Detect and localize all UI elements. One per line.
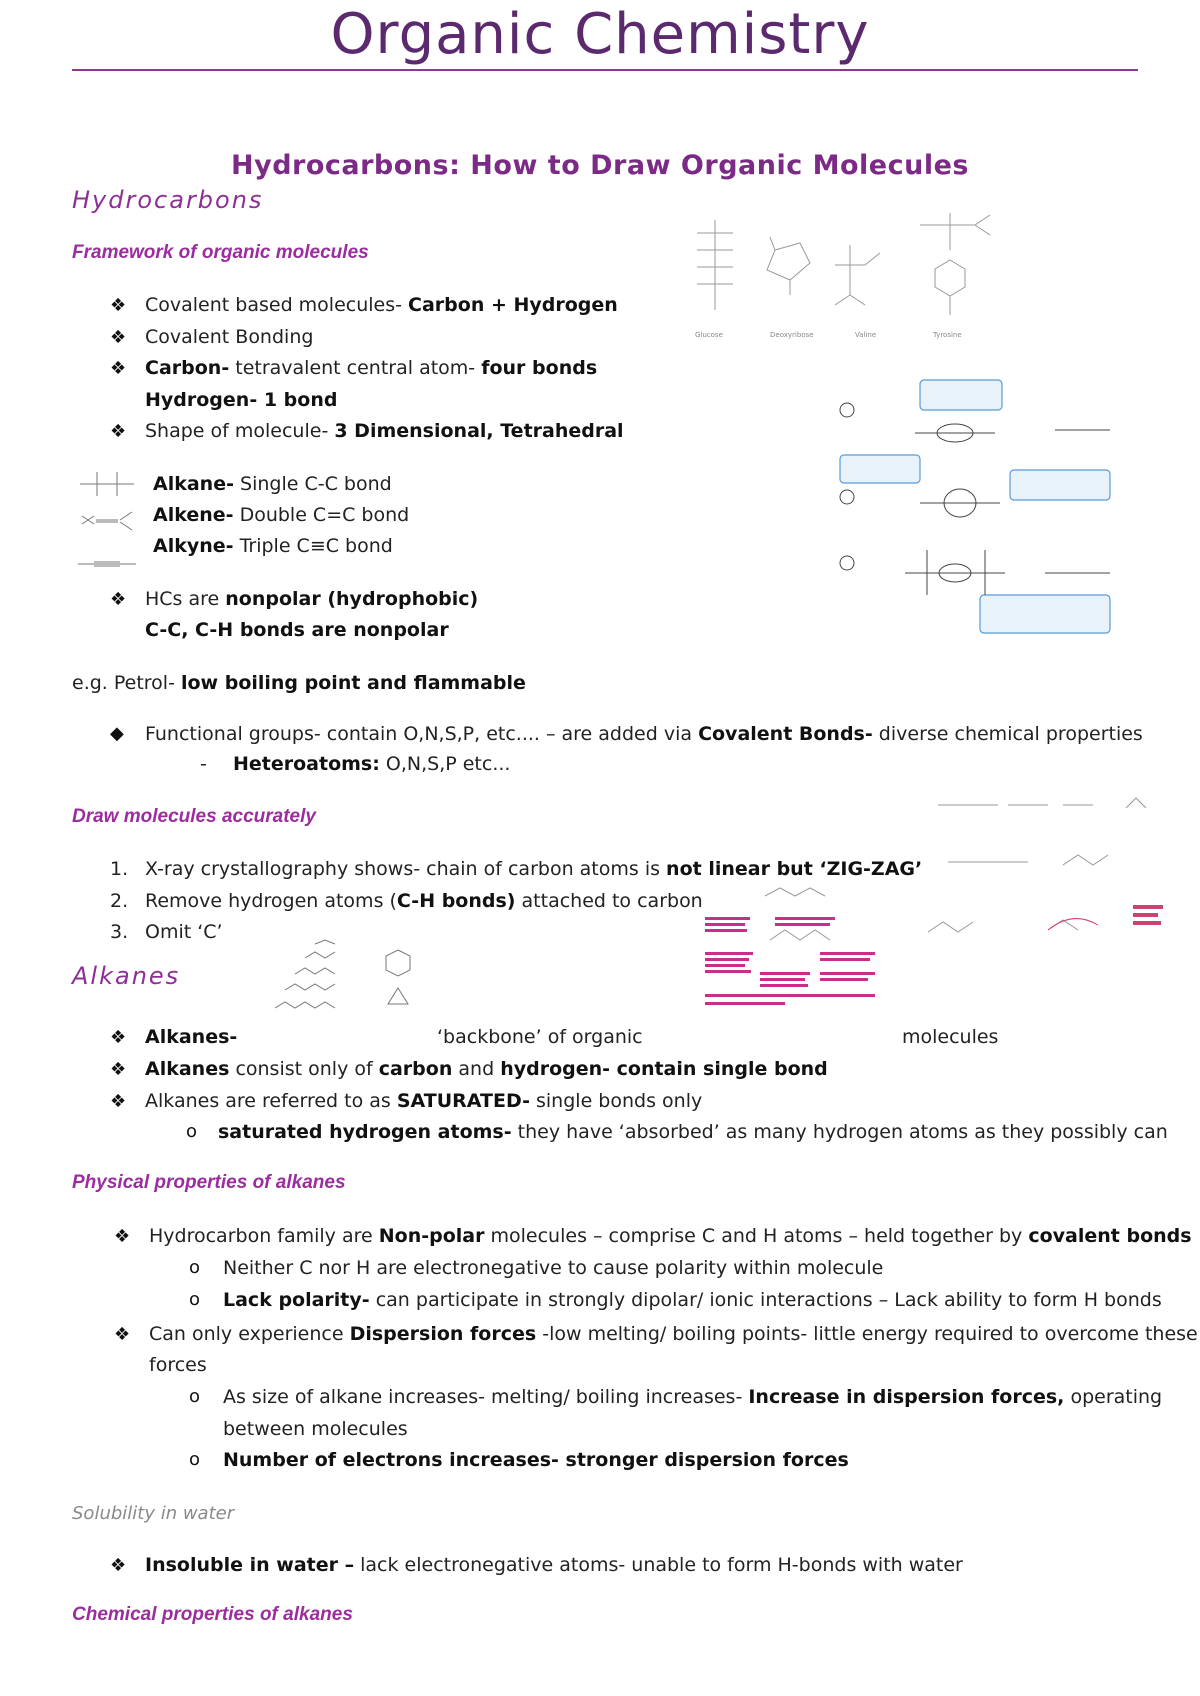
bullet-diamond: ❖: [114, 1324, 131, 1345]
bullet-diamond: ❖: [110, 1555, 127, 1576]
bold-text: Non-polar: [378, 1225, 485, 1247]
text: Hydrocarbon family are: [149, 1225, 379, 1247]
alkanes-consist: [145, 1058, 828, 1080]
bold-text: C-H bonds): [396, 890, 516, 912]
bullet-diamond: ❖: [110, 1059, 127, 1080]
text: lack electronegative atoms- unable to form H-bonds with water: [354, 1554, 963, 1576]
bullet-circle: o: [189, 1289, 201, 1310]
bold-text: low boiling point and flammable: [180, 672, 526, 694]
text: Alkanes are referred to as: [145, 1090, 397, 1112]
text: diverse chemical properties: [872, 723, 1143, 745]
text: HCs are: [145, 588, 226, 610]
text: Triple C≡C bond: [233, 535, 393, 557]
text: Shape of molecule-: [145, 420, 335, 442]
title-divider: [72, 69, 1138, 71]
bullet-circle: o: [189, 1386, 201, 1407]
bold-text: covalent bonds: [1028, 1225, 1192, 1247]
text: single bonds only: [529, 1090, 703, 1112]
hydrogen-one-bond: [145, 389, 337, 411]
bold-text: saturated hydrogen atoms-: [218, 1121, 512, 1143]
bold-text: not linear but ‘ZIG-ZAG’: [666, 858, 923, 880]
bullet-shape-of-molecule: [145, 420, 624, 442]
bullet-circle: o: [189, 1449, 201, 1470]
bullet-carbon-tetravalent: [145, 357, 597, 379]
bullet-diamond: ❖: [110, 327, 127, 348]
list-number-1: 1.: [110, 858, 129, 880]
hetero-dash: -: [200, 753, 207, 775]
document-title: Organic Chemistry: [330, 2, 870, 67]
bold-text: SATURATED-: [396, 1090, 530, 1112]
label-valine: Valine: [855, 331, 877, 339]
text: -low melting/ boiling points- little energy required to overcome these: [536, 1323, 1198, 1345]
saturated-hydrogen-atoms: [218, 1121, 1168, 1143]
bold-text: Number of electrons increases- stronger dispersion forces: [223, 1449, 849, 1471]
text: Can only experience: [149, 1323, 350, 1345]
bullet-covalent-bonding: Covalent Bonding: [145, 326, 314, 348]
framework-heading: Framework of organic molecules: [72, 242, 369, 263]
alkanes-backbone-mid: ‘backbone’ of organic: [437, 1026, 643, 1048]
bold-text: Carbon + Hydrogen: [408, 294, 618, 316]
text: Single C-C bond: [233, 473, 392, 495]
zigzag-alkanes-figure: [270, 938, 430, 1018]
text: they have ‘absorbed’ as many hydrogen atoms as they possibly can: [511, 1121, 1168, 1143]
physical-nonpolar: [149, 1225, 1192, 1247]
text: Functional groups- contain O,N,S,P, etc.... – are added via: [145, 723, 699, 745]
alkanes-backbone-bold: [145, 1026, 237, 1048]
bold-text: Lack polarity-: [223, 1289, 370, 1311]
bullet-functional-groups: [145, 723, 1143, 745]
bullet-diamond: ❖: [110, 1091, 127, 1112]
bold-text: Alkene-: [153, 504, 234, 526]
list-number-2: 2.: [110, 890, 129, 912]
physical-size-increase-line2: between molecules: [223, 1418, 408, 1440]
physical-lack-polarity: [223, 1289, 1162, 1311]
bold-text: Covalent Bonds-: [698, 723, 873, 745]
bold-text: Alkane-: [153, 473, 234, 495]
bullet-diamond: ❖: [110, 358, 127, 379]
small-structures-figure: [72, 462, 142, 572]
draw-heading: Draw molecules accurately: [72, 806, 316, 827]
draw-step-1: [145, 858, 922, 880]
alkanes-saturated: [145, 1090, 702, 1112]
text: tetravalent central atom-: [229, 357, 482, 379]
alkanes-heading: Alkanes: [72, 962, 181, 990]
alkane-line: [153, 473, 392, 495]
bold-text: Hydrogen- 1 bond: [145, 389, 338, 411]
alkanes-backbone-end: molecules: [902, 1026, 999, 1048]
physical-dispersion: [149, 1323, 1198, 1345]
physical-heading: Physical properties of alkanes: [72, 1172, 346, 1193]
text: As size of alkane increases- melting/ boiling increases-: [223, 1386, 749, 1408]
text: can participate in strongly dipolar/ ionic interactions – Lack ability to form H bonds: [369, 1289, 1162, 1311]
bullet-circle: o: [186, 1121, 198, 1142]
chemical-heading: Chemical properties of alkanes: [72, 1604, 353, 1625]
bullet-diamond: ❖: [110, 295, 127, 316]
text: O,N,S,P etc...: [379, 753, 511, 775]
alkyne-line: [153, 535, 393, 557]
physical-neither-electronegative: Neither C nor H are electronegative to cause polarity within molecule: [223, 1257, 884, 1279]
bold-text: Alkyne-: [153, 535, 234, 557]
label-deoxyribose: Deoxyribose: [770, 331, 814, 339]
physical-size-increase: [223, 1386, 1162, 1408]
bullet-diamond: ❖: [110, 589, 127, 610]
bold-text: Carbon-: [145, 357, 230, 379]
example-petrol: [72, 672, 526, 694]
bullet-nonpolar: [145, 588, 478, 610]
bullet-diamond: ❖: [110, 1027, 127, 1048]
orbital-diagram-figure: [835, 375, 1120, 640]
physical-number-electrons: [223, 1449, 849, 1471]
text: consist only of: [229, 1058, 379, 1080]
example-annotated-figure: [700, 882, 885, 1017]
heteroatoms-line: [233, 753, 510, 775]
bold-text: nonpolar (hydrophobic): [225, 588, 479, 610]
section-heading: Hydrocarbons: How to Draw Organic Molecules: [231, 150, 969, 181]
bold-text: Increase in dispersion forces,: [748, 1386, 1065, 1408]
draw-step-3: Omit ‘C’: [145, 921, 223, 943]
bold-text: carbon: [378, 1058, 453, 1080]
label-tyrosine: Tyrosine: [933, 331, 962, 339]
bold-text: C-C, C-H bonds are nonpolar: [145, 619, 449, 641]
bold-text: Alkanes-: [145, 1026, 238, 1048]
solubility-insoluble: [145, 1554, 963, 1576]
hydrocarbons-heading: Hydrocarbons: [72, 186, 264, 214]
bold-text: four bonds: [481, 357, 598, 379]
bold-text: hydrogen- contain single bond: [500, 1058, 828, 1080]
bullet-filled-diamond: ◆: [110, 723, 124, 744]
text: Remove hydrogen atoms (: [145, 890, 397, 912]
list-number-3: 3.: [110, 921, 129, 943]
bold-text: Alkanes: [145, 1058, 230, 1080]
text: operating: [1064, 1386, 1163, 1408]
bullet-circle: o: [189, 1257, 201, 1278]
physical-dispersion-line2: forces: [149, 1354, 207, 1376]
draw-step-2: [145, 890, 703, 912]
cc-ch-nonpolar: [145, 619, 449, 641]
text: and: [452, 1058, 501, 1080]
bullet-diamond: ❖: [114, 1226, 131, 1247]
bold-text: Dispersion forces: [349, 1323, 537, 1345]
text: X-ray crystallography shows- chain of carbon atoms is: [145, 858, 667, 880]
text: Double C=C bond: [233, 504, 410, 526]
bullet-covalent-molecules: [145, 294, 618, 316]
simplified-formula-figure: [898, 780, 1168, 1010]
biomolecules-figure: [675, 205, 1025, 340]
text: attached to carbon: [515, 890, 703, 912]
text: e.g. Petrol-: [72, 672, 181, 694]
bold-text: Insoluble in water –: [145, 1554, 355, 1576]
text: Covalent based molecules-: [145, 294, 409, 316]
bold-text: 3 Dimensional, Tetrahedral: [334, 420, 624, 442]
text: molecules – comprise C and H atoms – held together by: [484, 1225, 1029, 1247]
bullet-diamond: ❖: [110, 421, 127, 442]
label-glucose: Glucose: [695, 331, 723, 339]
solubility-heading: Solubility in water: [72, 1503, 235, 1524]
bold-text: Heteroatoms:: [233, 753, 380, 775]
alkene-line: [153, 504, 409, 526]
